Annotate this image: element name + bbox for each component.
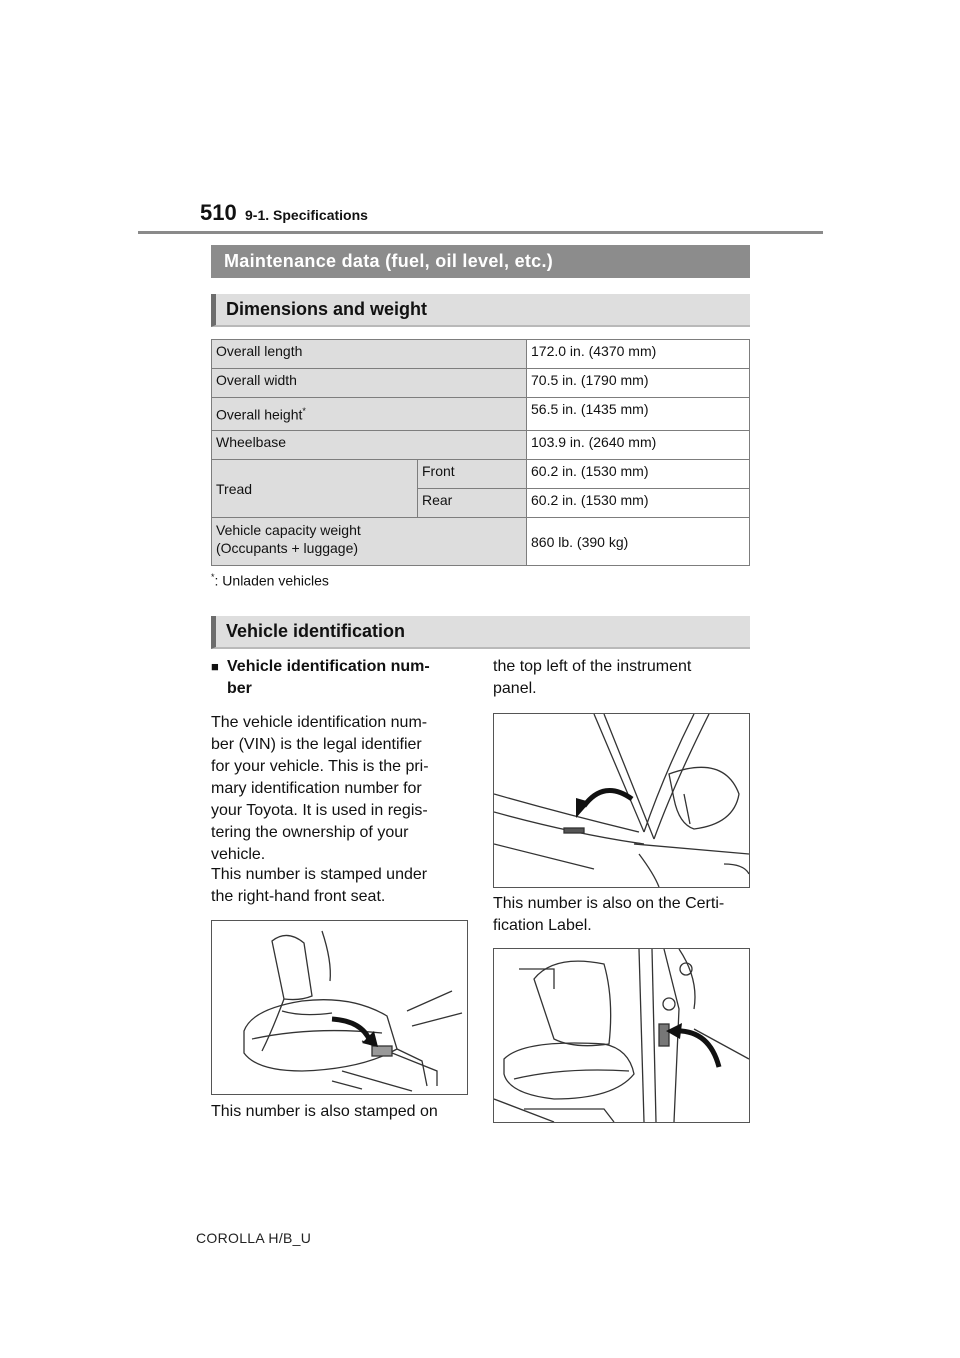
tread-front-value: 60.2 in. (1530 mm)	[527, 460, 750, 489]
table-row	[212, 460, 750, 489]
overall-height-cell	[212, 398, 527, 431]
text-line: The vehicle identification num-	[211, 714, 428, 731]
vin-subheading-line2: ber	[227, 680, 252, 697]
vin-seat-location	[211, 864, 427, 908]
page-number: 510	[200, 200, 237, 225]
door-pillar-illustration	[493, 948, 750, 1123]
overall-width-value: 70.5 in. (1790 mm)	[527, 369, 750, 398]
text-line: your Toyota. It is used in regis-	[211, 802, 428, 819]
text-line: This number is stamped under	[211, 866, 428, 883]
overall-length-value: 172.0 in. (4370 mm)	[527, 340, 750, 369]
tread-front-label: Front	[418, 460, 527, 489]
instrument-panel-illustration	[493, 713, 750, 888]
text-line: fication Label.	[493, 917, 592, 934]
capacity-label	[212, 518, 527, 566]
tread-label: Tread	[212, 460, 418, 518]
tread-rear-value: 60.2 in. (1530 mm)	[527, 489, 750, 518]
seat-drawing-icon	[212, 921, 467, 1094]
main-heading: Maintenance data (fuel, oil level, etc.)	[211, 245, 750, 278]
text-line: the top left of the instrument	[493, 658, 692, 675]
header-rule	[138, 231, 823, 234]
door-pillar-drawing-icon	[494, 949, 749, 1122]
vin-subheading	[211, 656, 456, 700]
wheelbase-label: Wheelbase	[212, 431, 527, 460]
text-line: mary identification number for	[211, 780, 422, 797]
vin-subheading-line1: Vehicle identification num-	[227, 658, 430, 675]
certification-label-note	[493, 893, 724, 937]
text-line: vehicle.	[211, 846, 266, 863]
footnote-mark: *	[211, 572, 215, 582]
windshield-drawing-icon	[494, 714, 749, 887]
text-line: the right-hand front seat.	[211, 888, 386, 905]
vehicle-identification-heading: Vehicle identification	[211, 616, 750, 649]
table-row	[212, 398, 750, 431]
section-label: 9-1. Specifications	[245, 207, 368, 223]
dimensions-table	[211, 339, 750, 566]
table-row	[212, 518, 750, 566]
overall-height-mark: *	[302, 405, 306, 416]
text-line: panel.	[493, 680, 537, 697]
wheelbase-value: 103.9 in. (2640 mm)	[527, 431, 750, 460]
dimensions-heading: Dimensions and weight	[211, 294, 750, 327]
vin-description	[211, 712, 429, 866]
text-line: for your vehicle. This is the pri-	[211, 758, 429, 775]
overall-width-label: Overall width	[212, 369, 527, 398]
capacity-label-line2: (Occupants + luggage)	[216, 540, 359, 556]
table-row	[212, 431, 750, 460]
table-row	[212, 369, 750, 398]
overall-length-label: Overall length	[212, 340, 527, 369]
footnote-text: : Unladen vehicles	[214, 572, 329, 589]
overall-height-value: 56.5 in. (1435 mm)	[527, 398, 750, 431]
tread-rear-label: Rear	[418, 489, 527, 518]
text-line: This number is also on the Certi-	[493, 895, 725, 912]
text-line: ber (VIN) is the legal identifier	[211, 736, 422, 753]
text-line: tering the ownership of your	[211, 824, 409, 841]
footnote	[211, 572, 329, 589]
bullet-square-icon: ■	[211, 659, 219, 674]
overall-height-label: Overall height	[216, 406, 303, 423]
model-code: COROLLA H/B_U	[196, 1230, 312, 1246]
vin-also-stamped: This number is also stamped on	[211, 1103, 438, 1120]
vin-panel-location	[493, 656, 691, 700]
seat-vin-illustration	[211, 920, 468, 1095]
capacity-label-line1: Vehicle capacity weight	[216, 522, 361, 538]
table-row	[212, 340, 750, 369]
capacity-value: 860 lb. (390 kg)	[527, 518, 750, 566]
